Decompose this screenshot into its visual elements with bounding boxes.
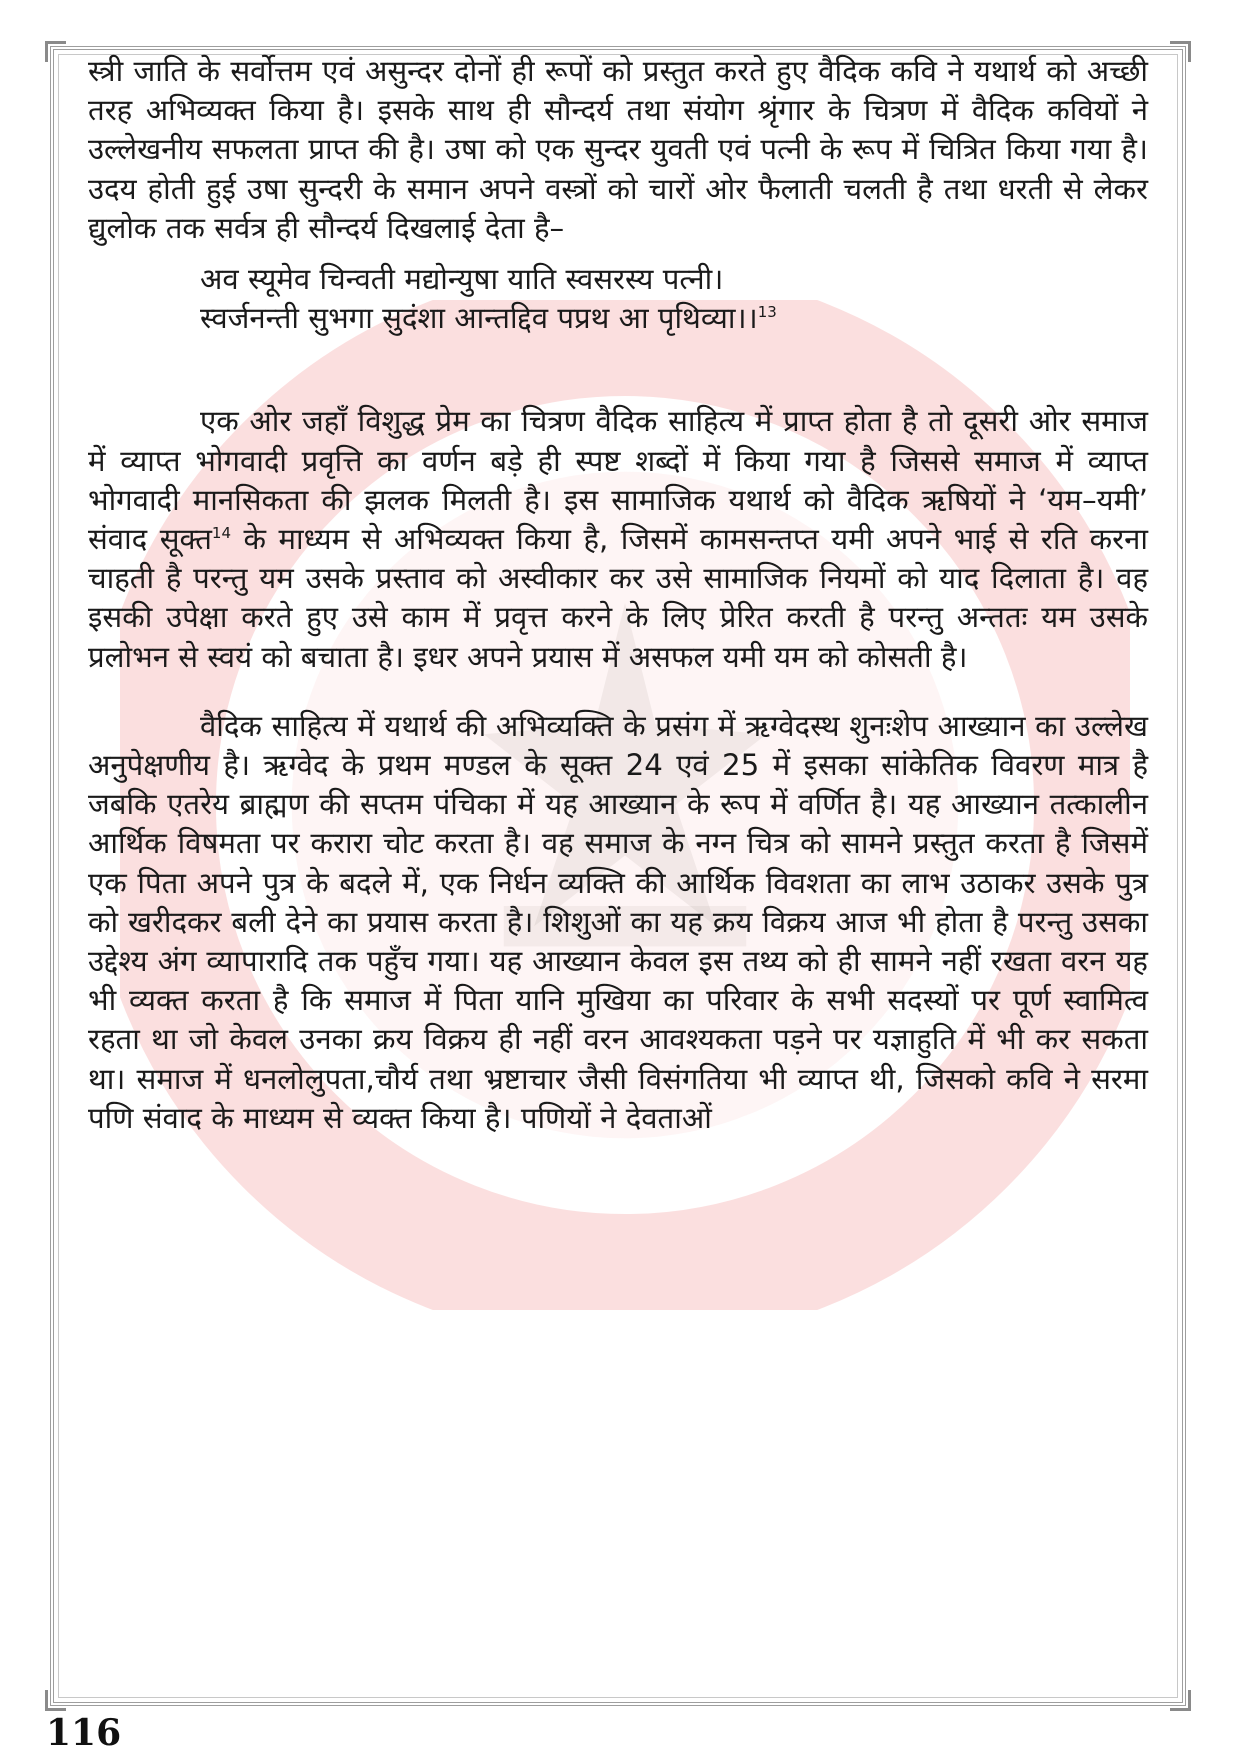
corner-ornament <box>45 1690 66 1711</box>
paragraph-text: के माध्यम से अभिव्यक्त किया है, जिसमें कामसन्तप्त यमी अपने भाई से रति करना चाहती है परन्तु यम उसके प्रस्ताव को अस्वीकार कर उसे सामाजिक नियमों को याद दिलाता है। वह इसकी उपेक्षा करते हुए उसे काम में प्रवृत्त करने के लिए प्रेरित करती है परन्तु अन्ततः यम उसके प्रलोभन से स्वयं को बचाता है। इधर अपने प्रयास में असफल यमी यम को कोसती है। <box>88 522 1148 674</box>
verse-line: स्वर्जनन्ती सुभगा सुदंशा आन्तद्दिव पप्रथ आ पृथिव्या।। <box>200 301 758 336</box>
paragraph-yama-yami <box>88 402 1148 676</box>
corner-ornament <box>1170 1690 1191 1711</box>
verse-line-with-footnote <box>200 299 1148 338</box>
corner-ornament <box>1170 41 1191 62</box>
paragraph-text: एक ओर जहाँ विशुद्ध प्रेम का चित्रण वैदिक साहित्य में प्राप्त होता है तो दूसरी ओर समाज में व्याप्त भोगवादी प्रवृत्ति का वर्णन बड़े ही स्पष्ट शब्दों में किया गया है जिससे समाज में व्याप्त भोगवादी मानसिकता की झलक मिलती है। इस सामाजिक यथार्थ को वैदिक ऋषियों ने ‘यम–यमी’ संवाद सूक्त <box>88 404 1148 557</box>
paragraph-shunahshepa: वैदिक साहित्य में यथार्थ की अभिव्यक्ति के प्रसंग में ऋग्वेदस्थ शुनःशेप आख्यान का उल्लेख अनुपेक्षणीय है। ऋग्वेद के प्रथम मण्डल के सूक्त 24 एवं 25 में इसका सांकेतिक विवरण मात्र है जबकि एतरेय ब्राह्मण की सप्तम पंचिका में यह आख्यान के रूप में वर्णित है। यह आख्यान तत्कालीन आर्थिक विषमता पर करारा चोट करता है। वह समाज के नग्न चित्र को सामने प्रस्तुत करता है जिसमें एक पिता अपने पुत्र के बदले में, एक निर्धन व्यक्ति की आर्थिक विवशता का लाभ उठाकर उसके पुत्र को खरीदकर बली देने का प्रयास करता है। शिशुओं का यह क्रय विक्रय आज भी होता है परन्तु उसका उद्देश्य अंग व्यापारादि तक पहुँच गया। यह आख्यान केवल इस तथ्य को ही सामने नहीं रखता वरन यह भी व्यक्त करता है कि समाज में पिता यानि मुखिया का परिवार के सभी सदस्यों पर पूर्ण स्वामित्व रहता था जो केवल उनका क्रय विक्रय ही नहीं वरन आवश्यकता पड़ने पर यज्ञाहुति में भी कर सकता था। समाज में धनलोलुपता,चौर्य तथा भ्रष्टाचार जैसी विसंगतिया भी व्याप्त थी, जिसको कवि ने सरमा पणि संवाद के माध्यम से व्यक्त किया है। पणियों ने देवताओं <box>88 708 1148 1135</box>
paragraph-intro: स्त्री जाति के सर्वोत्तम एवं असुन्दर दोनों ही रूपों को प्रस्तुत करते हुए वैदिक कवि ने यथार्थ को अच्छी तरह अभिव्यक्त किया है। इसके साथ ही सौन्दर्य तथा संयोग श्रृंगार के चित्रण में वैदिक कवियों ने उल्लेखनीय सफलता प्राप्त की है। उषा को एक सुन्दर युवती एवं पत्नी के रूप में चित्रित किया गया है। उदय होती हुई उषा सुन्दरी के समान अपने वस्त्रों को चारों ओर फैलाती चलती है तथा धरती से लेकर द्युलोक तक सर्वत्र ही सौन्दर्य दिखलाई देता है– <box>88 54 1148 245</box>
verse-line: अव स्यूमेव चिन्वती मद्योन्युषा याति स्वसरस्य पत्नी। <box>200 262 724 297</box>
verse-quote <box>88 260 1148 338</box>
corner-ornament <box>45 41 66 62</box>
page-number: 116 <box>46 1712 122 1754</box>
footnote-marker: 13 <box>757 303 777 322</box>
document-body <box>88 52 1148 1138</box>
footnote-marker: 14 <box>211 524 232 543</box>
